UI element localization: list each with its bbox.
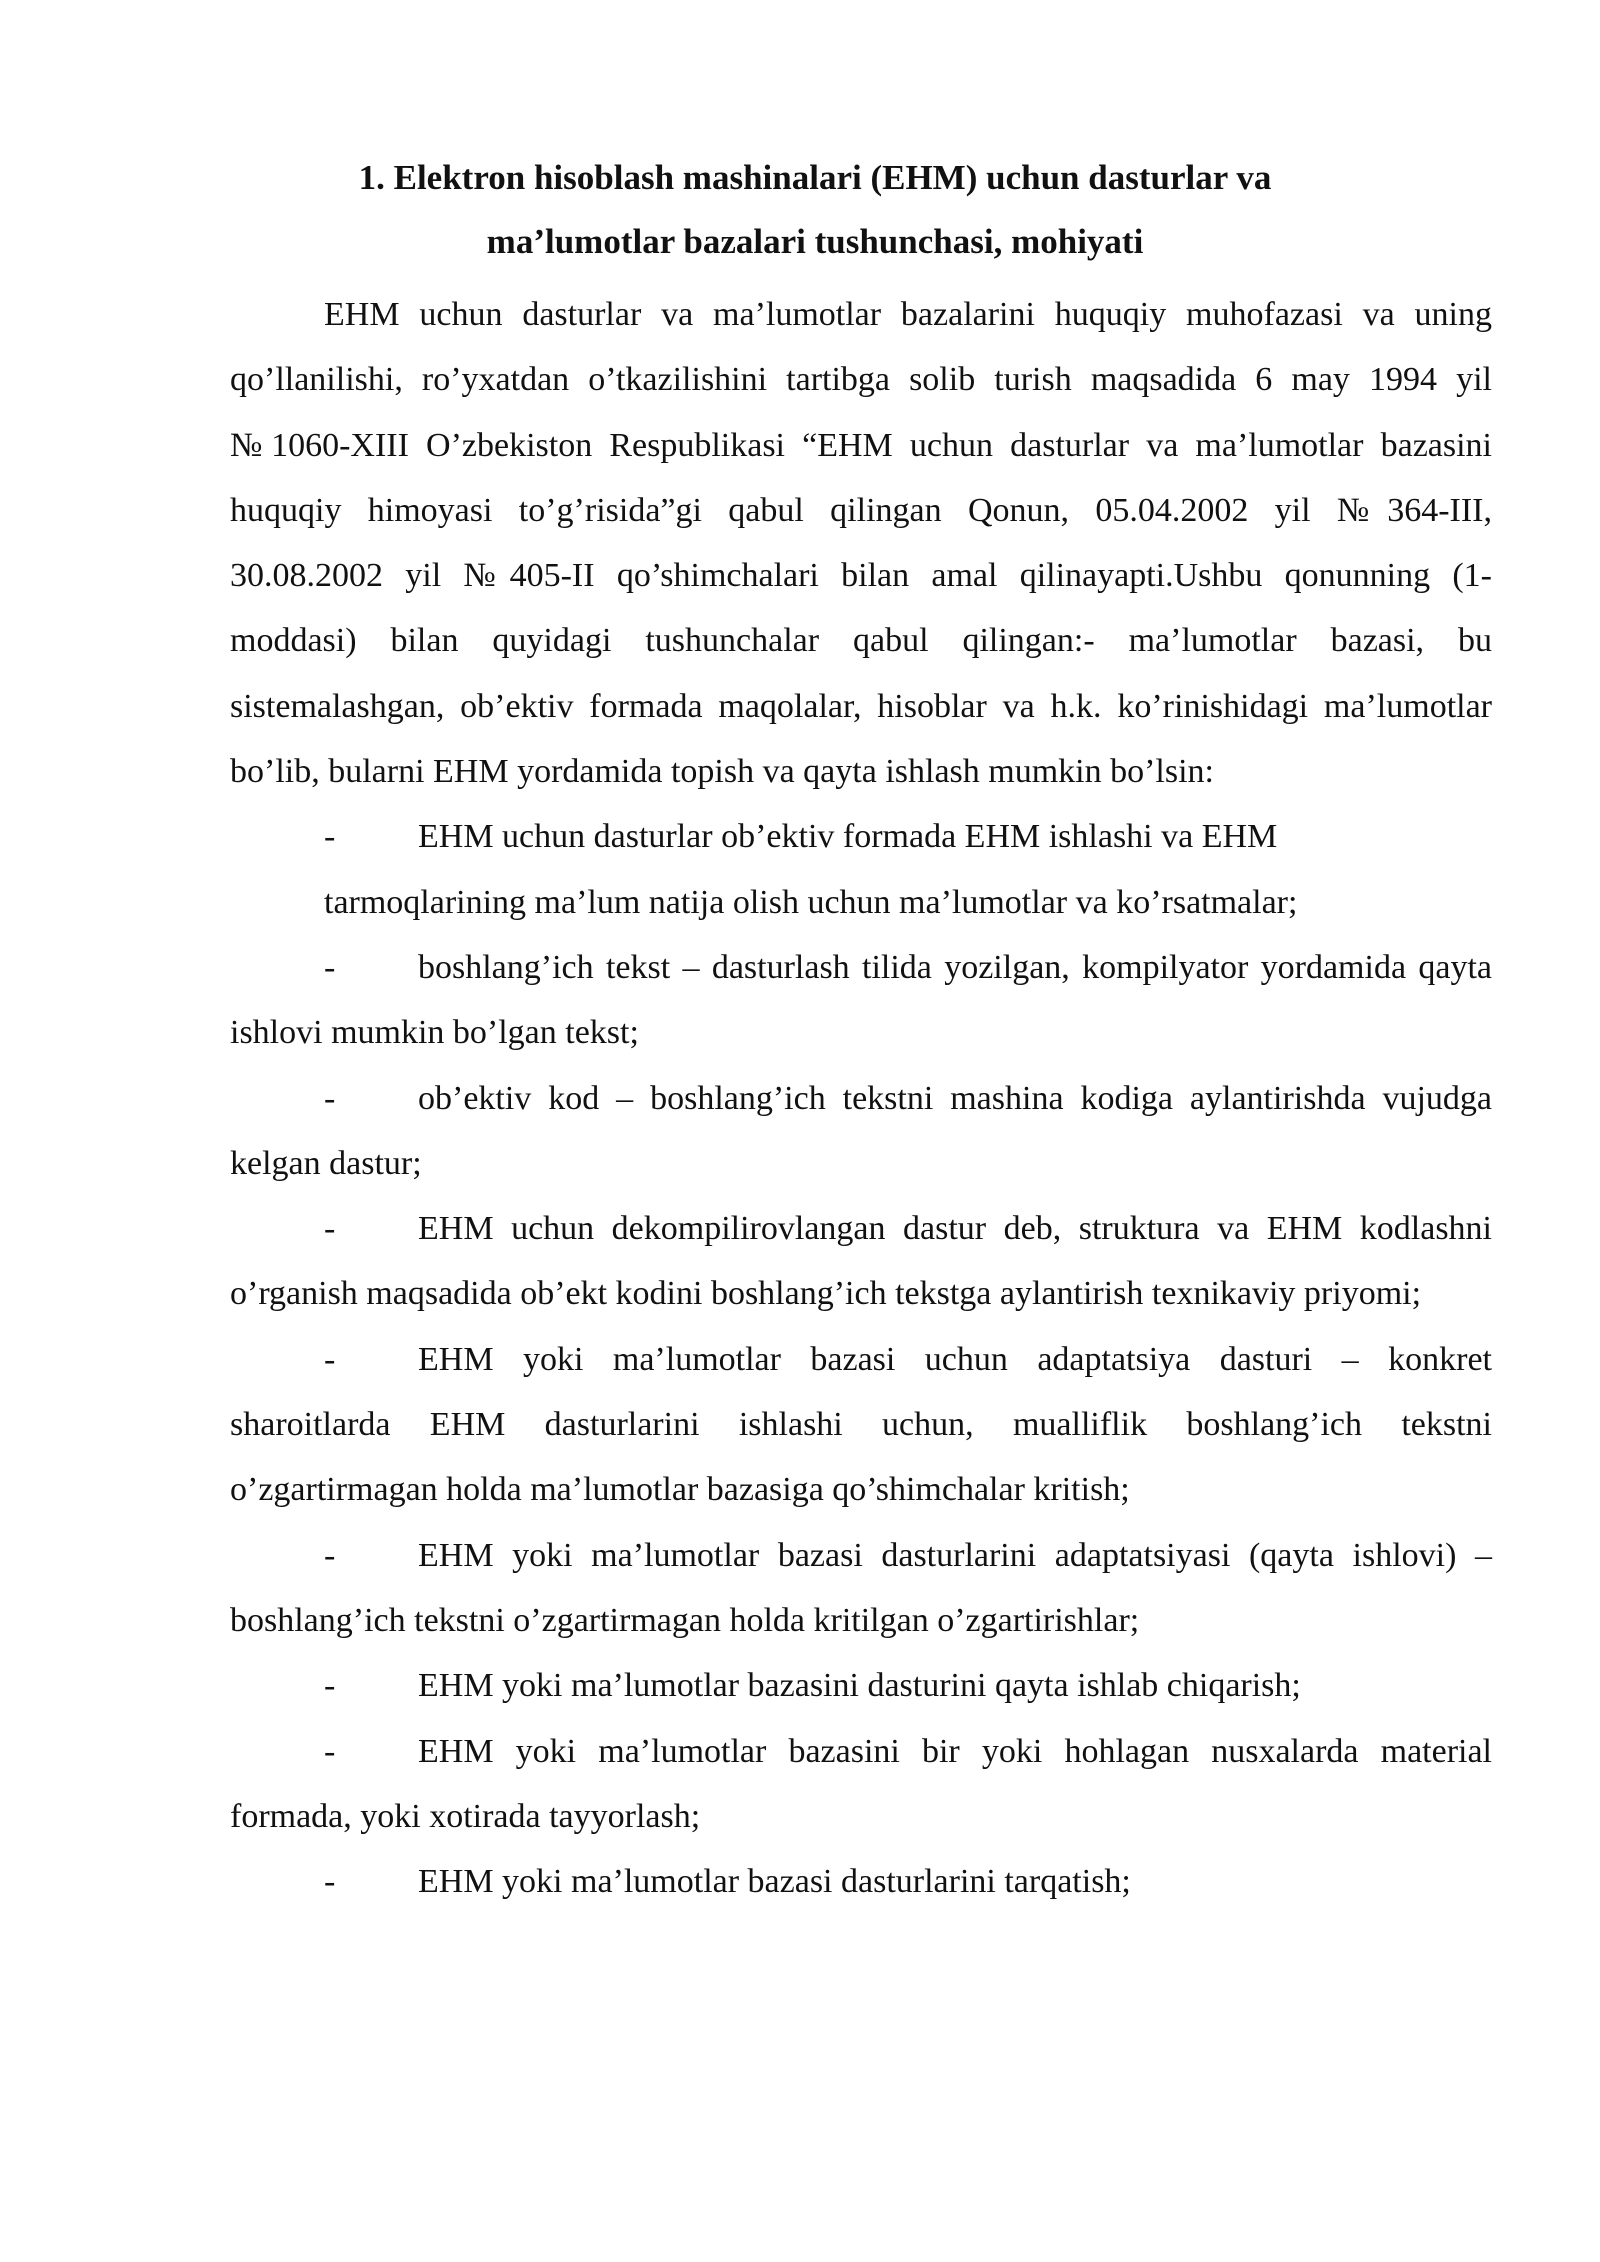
list-marker: - xyxy=(324,1210,336,1248)
list-item xyxy=(230,1327,1492,1523)
list-item xyxy=(230,1849,1492,1914)
list-marker: - xyxy=(324,1667,336,1705)
list-marker: - xyxy=(324,818,336,856)
list-item-text: EHM yoki ma’lumotlar bazasini dasturini qayta ishlab chiqarish; xyxy=(418,1667,1301,1705)
section-heading-line-1: 1. Elektron hisoblash mashinalari (EHM) uchun dasturlar va xyxy=(358,158,1272,197)
list-item-text: EHM uchun dekompilirovlangan dastur deb, struktura va EHM kodlashni o’rganish maqsadida ob’ekt kodini boshlang’ich tekstga aylantirish texnikaviy priyomi; xyxy=(230,1210,1492,1313)
intro-paragraph: EHM uchun dasturlar va ma’lumotlar bazalarini huquqiy muhofazasi va uning qo’llanilishi, ro’yxatdan o’tkazilishini tartibga solib turish maqsadida 6 may 1994 yil №1060-XIII O’zbekiston Respublikasi “EHM uchun dasturlar va ma’lumotlar bazasini huquqiy himoyasi to’g’risida”gi qabul qilingan Qonun, 05.04.2002 yil №364-III, 30.08.2002 yil №405-II qo’shimchalari bilan amal qilinayapti.Ushbu qonunning (1-moddasi) bilan quyidagi tushunchalar qabul qilingan:- ma’lumotlar bazasi, bu sistemalashgan, ob’ektiv formada maqolalar, hisoblar va h.k. ko’rinishidagi ma’lumotlar bo’lib, bularni EHM yordamida topish va qayta ishlash mumkin bo’lsin: xyxy=(230,296,1492,791)
list-item-text: tarmoqlarining ma’lum natija olish uchun ma’lumotlar va ko’rsatmalar; xyxy=(324,883,1298,921)
list-item xyxy=(230,1653,1492,1718)
list-item-text: EHM uchun dasturlar ob’ektiv formada EHM ishlashi va EHM xyxy=(418,818,1278,856)
section-heading-line-2: ma’lumotlar bazalari tushunchasi, mohiyati xyxy=(486,222,1144,261)
list-item xyxy=(230,1719,1492,1850)
list-marker: - xyxy=(324,1079,336,1117)
list-marker: - xyxy=(324,1732,336,1770)
list-item xyxy=(230,804,1492,935)
list-marker: - xyxy=(324,1863,336,1901)
list-item-text: EHM yoki ma’lumotlar bazasi dasturlarini tarqatish; xyxy=(418,1863,1131,1901)
document-body xyxy=(230,282,1492,1914)
list-item xyxy=(230,1523,1492,1654)
list-item-text: EHM yoki ma’lumotlar bazasini bir yoki hohlagan nusxalarda material formada, yoki xotirada tayyorlash; xyxy=(230,1732,1492,1835)
list-item xyxy=(230,1066,1492,1197)
list-item-text: boshlang’ich tekst – dasturlash tilida yozilgan, kompilyator yordamida qayta ishlovi mumkin bo’lgan tekst; xyxy=(230,948,1492,1052)
list-marker: - xyxy=(324,948,336,986)
list-item xyxy=(230,1196,1492,1327)
list-marker: - xyxy=(324,1340,336,1378)
list-item-text: ob’ektiv kod – boshlang’ich tekstni mashina kodiga aylantirishda vujudga kelgan dastur; xyxy=(230,1079,1492,1182)
list-item-text: EHM yoki ma’lumotlar bazasi uchun adaptatsiya dasturi – konkret sharoitlarda EHM dasturlarini ishlashi uchun, mualliflik boshlang’ich tekstni o’zgartirmagan holda ma’lumotlar bazasiga qo’shimchalar kritish; xyxy=(230,1340,1492,1509)
list-marker: - xyxy=(324,1536,336,1574)
list-item-text: EHM yoki ma’lumotlar bazasi dasturlarini adaptatsiyasi (qayta ishlovi) – boshlang’ich tekstni o’zgartirmagan holda kritilgan o’zgartirishlar; xyxy=(230,1536,1492,1639)
list-item xyxy=(230,935,1492,1066)
